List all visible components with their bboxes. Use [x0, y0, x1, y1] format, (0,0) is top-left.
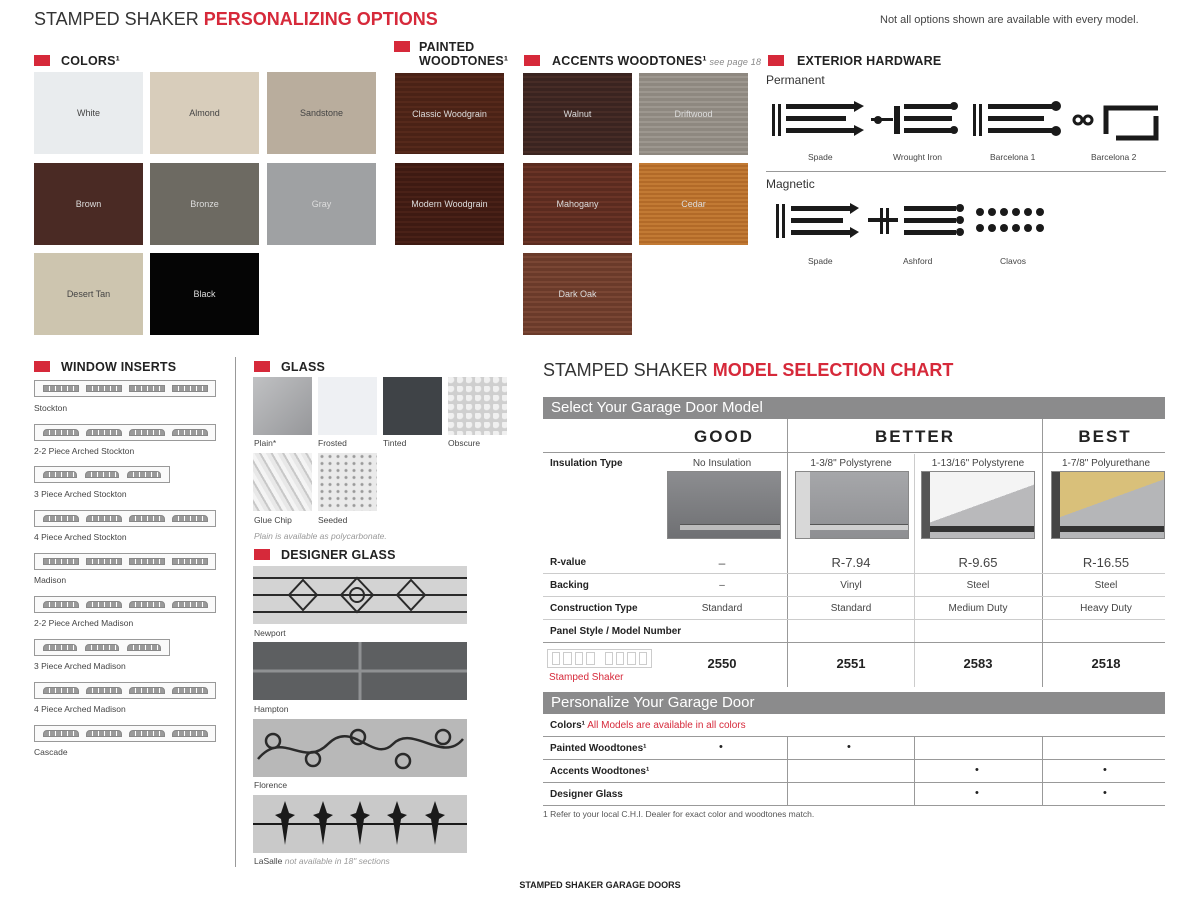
column-divider: [235, 357, 236, 867]
color-swatch-brown: [34, 163, 143, 245]
window-insert-cascade: [34, 725, 216, 742]
hardware-permanent-icons: [766, 94, 1166, 146]
window-insert-2-2-arched-stockton: [34, 424, 216, 441]
model-number-2583: 2583: [963, 656, 993, 671]
availability-note: Not all options shown are available with every model.: [880, 14, 1139, 26]
window-label: Madison: [34, 575, 67, 585]
color-swatch-bronze: [150, 163, 259, 245]
accent-swatch-mahogany: [523, 163, 632, 245]
panel-style-graphic: [547, 649, 652, 668]
glass-swatch-glue-chip: [253, 453, 312, 511]
glass-label-seeded: Seeded: [318, 515, 348, 525]
window-insert-stockton: [34, 380, 216, 397]
wrought-iron-hinge-icon: [871, 102, 958, 134]
row-label-colors: [550, 720, 746, 731]
window-label: 3 Piece Arched Madison: [34, 661, 126, 671]
hardware-label-barcelona-1: Barcelona 1: [990, 152, 1036, 162]
tier-good: GOOD: [694, 427, 754, 446]
insulation-2551: 1-3/8" Polystyrene: [810, 458, 892, 469]
window-insert-madison: [34, 553, 216, 570]
magnetic-label-ashford: Ashford: [903, 256, 933, 266]
rvalue-2551: R-7.94: [831, 555, 871, 570]
windows-heading: WINDOW INSERTS: [61, 360, 177, 374]
window-label: 4 Piece Arched Stockton: [34, 532, 127, 542]
accents-heading-text: ACCENTS WOODTONES¹: [552, 54, 707, 68]
designer-glass-hampton: [253, 642, 467, 700]
swatch-label: Driftwood: [674, 109, 713, 119]
chart-title: [543, 360, 953, 381]
designer-label-lasalle: [254, 856, 390, 866]
chart-title-plain: STAMPED SHAKER: [543, 360, 713, 380]
hardware-magnetic-icons: [766, 198, 1066, 248]
designer-glass-florence: [253, 719, 467, 777]
accent-swatch-walnut: [523, 73, 632, 155]
model-number-2551: 2551: [836, 656, 866, 671]
spade-magnetic-hinge-icon: [776, 203, 859, 238]
select-model-band: Select Your Garage Door Model: [543, 397, 1165, 419]
windows-marker: [34, 361, 50, 372]
window-label: Stockton: [34, 403, 68, 413]
accent-swatch-driftwood: [639, 73, 748, 155]
door-section-2550: [667, 471, 781, 539]
backing-2550: –: [719, 580, 725, 591]
glass-swatch-plain: [253, 377, 312, 435]
glass-label-plain: Plain*: [254, 438, 277, 448]
glass-label-tinted: Tinted: [383, 438, 407, 448]
hardware-marker: [768, 55, 784, 66]
tier-underline: [543, 452, 1165, 453]
window-insert-3-arched-stockton: [34, 466, 170, 483]
row-divider: [543, 736, 1165, 737]
row-label-panel: Panel Style / Model Number: [550, 626, 682, 637]
window-insert-4-arched-madison: [34, 682, 216, 699]
accents-heading: [552, 54, 761, 68]
painted-marker: [394, 41, 410, 52]
swatch-label: Desert Tan: [66, 289, 111, 299]
row-label-rvalue: R-value: [550, 557, 587, 568]
door-section-2518: [1051, 471, 1165, 539]
color-swatch-black: [150, 253, 259, 335]
personalize-divider-1: [787, 737, 788, 806]
construction-2518: Heavy Duty: [1080, 603, 1132, 614]
personalize-divider-3: [1042, 737, 1043, 806]
lasalle-name: LaSalle: [254, 856, 283, 866]
chart-footnote: 1 Refer to your local C.H.I. Dealer for exact color and woodtones match.: [543, 809, 815, 819]
swatch-label: Mahogany: [556, 199, 599, 209]
row-divider: [543, 782, 1165, 783]
page-title: [34, 9, 438, 30]
construction-2550: Standard: [701, 603, 743, 614]
painted-heading-line1: PAINTED: [419, 40, 475, 54]
designer-2583-dot: •: [975, 787, 979, 799]
magnetic-label-clavos: Clavos: [1000, 256, 1026, 266]
swatch-label: White: [76, 108, 100, 118]
backing-2583: Steel: [966, 580, 990, 591]
row-label-painted: Painted Woodtones¹: [550, 743, 647, 754]
row-divider: [543, 759, 1165, 760]
construction-2583: Medium Duty: [948, 603, 1008, 614]
personalize-divider-2: [914, 737, 915, 806]
swatch-label: Black: [193, 289, 216, 299]
window-label: Cascade: [34, 747, 68, 757]
barcelona-2-hinge-icon: [1074, 108, 1158, 138]
row-divider: [543, 619, 1165, 620]
designer-label-hampton: Hampton: [254, 704, 289, 714]
swatch-label: Walnut: [563, 109, 592, 119]
personalize-band: Personalize Your Garage Door: [543, 692, 1165, 714]
swatch-label: Gray: [311, 199, 332, 209]
row-divider: [543, 573, 1165, 574]
row-label-backing: Backing: [550, 580, 589, 591]
window-label: 2-2 Piece Arched Madison: [34, 618, 134, 628]
swatch-label: Sandstone: [299, 108, 344, 118]
colors-row-note: All Models are available in all colors: [585, 720, 746, 731]
clavos-icon: [976, 208, 1044, 232]
tier-divider-2: [1042, 419, 1043, 687]
accents-2518-dot: •: [1103, 764, 1107, 776]
glass-label-obscure: Obscure: [448, 438, 481, 448]
rvalue-2518: R-16.55: [1082, 555, 1130, 570]
colors-heading: COLORS¹: [61, 54, 121, 68]
glass-label-glue-chip: Glue Chip: [254, 515, 292, 525]
row-label-insulation: Insulation Type: [550, 458, 623, 469]
backing-2551: Vinyl: [840, 580, 862, 591]
window-insert-3-arched-madison: [34, 639, 170, 656]
window-label: 4 Piece Arched Madison: [34, 704, 126, 714]
swatch-label: Dark Oak: [558, 289, 597, 299]
color-swatch-almond: [150, 72, 259, 154]
woodtone-swatch-modern: [395, 163, 504, 245]
swatch-label: Classic Woodgrain: [412, 108, 487, 119]
glass-swatch-frosted: [318, 377, 377, 435]
row-divider: [543, 805, 1165, 806]
hardware-heading: EXTERIOR HARDWARE: [797, 54, 942, 68]
glass-heading: GLASS: [281, 360, 326, 374]
color-swatch-sandstone: [267, 72, 376, 154]
row-divider: [543, 596, 1165, 597]
chart-title-red: MODEL SELECTION CHART: [712, 360, 954, 380]
swatch-label: Almond: [189, 108, 220, 118]
glass-swatch-obscure: [448, 377, 507, 435]
spade-hinge-icon: [772, 101, 864, 136]
painted-heading: [419, 40, 508, 68]
designer-marker: [254, 549, 270, 560]
panel-style-name: Stamped Shaker: [549, 672, 624, 683]
swatch-label: Cedar: [681, 199, 706, 209]
insulation-2518: 1-7/8" Polyurethane: [1061, 458, 1151, 469]
color-swatch-white: [34, 72, 143, 154]
row-label-accents: Accents Woodtones¹: [550, 766, 650, 777]
page-footer: STAMPED SHAKER GARAGE DOORS: [519, 880, 681, 890]
door-section-2551: [795, 471, 909, 539]
designer-glass-lasalle: [253, 795, 467, 853]
permanent-label: Permanent: [766, 73, 825, 87]
hardware-label-wrought-iron: Wrought Iron: [893, 152, 942, 162]
construction-2551: Standard: [830, 603, 872, 614]
accents-heading-note: see page 18: [706, 57, 762, 67]
tier-better: BETTER: [875, 427, 955, 446]
color-swatch-desert-tan: [34, 253, 143, 335]
accent-swatch-dark-oak: [523, 253, 632, 335]
hardware-divider: [766, 171, 1166, 172]
glass-swatch-seeded: [318, 453, 377, 511]
designer-heading: DESIGNER GLASS: [281, 548, 396, 562]
hardware-label-barcelona-2: Barcelona 2: [1091, 152, 1137, 162]
title-red: PERSONALIZING OPTIONS: [203, 9, 438, 29]
swatch-label: Bronze: [190, 199, 219, 209]
magnetic-label: Magnetic: [766, 177, 815, 191]
designer-2518-dot: •: [1103, 787, 1107, 799]
ashford-magnetic-hinge-icon: [868, 204, 964, 236]
accent-swatch-cedar: [639, 163, 748, 245]
barcelona-1-hinge-icon: [973, 101, 1061, 136]
window-label: 2-2 Piece Arched Stockton: [34, 446, 135, 456]
accents-2583-dot: •: [975, 764, 979, 776]
hardware-label-spade: Spade: [808, 152, 833, 162]
swatch-label: Brown: [75, 199, 102, 209]
row-label-construction: Construction Type: [550, 603, 638, 614]
designer-label-newport: Newport: [254, 628, 286, 638]
tier-best: BEST: [1078, 427, 1132, 446]
painted-2551-dot: •: [847, 741, 851, 753]
glass-marker: [254, 361, 270, 372]
window-insert-2-2-arched-madison: [34, 596, 216, 613]
model-number-2518: 2518: [1091, 656, 1121, 671]
lasalle-note: not available in 18" sections: [282, 856, 390, 866]
accents-marker: [524, 55, 540, 66]
window-label: 3 Piece Arched Stockton: [34, 489, 127, 499]
designer-glass-newport: [253, 566, 467, 624]
colors-marker: [34, 55, 50, 66]
rvalue-2583: R-9.65: [958, 555, 998, 570]
glass-label-frosted: Frosted: [318, 438, 347, 448]
door-section-2583: [921, 471, 1035, 539]
color-swatch-gray: [267, 163, 376, 245]
magnetic-label-spade: Spade: [808, 256, 833, 266]
painted-heading-line2: WOODTONES¹: [419, 54, 509, 68]
row-label-designer: Designer Glass: [550, 789, 623, 800]
model-number-2550: 2550: [707, 656, 737, 671]
colors-row-label: Colors¹: [550, 720, 585, 731]
row-divider: [543, 642, 1165, 643]
woodtone-swatch-classic: [395, 73, 504, 154]
backing-2518: Steel: [1094, 580, 1118, 591]
designer-label-florence: Florence: [254, 780, 288, 790]
painted-2550-dot: •: [719, 741, 723, 753]
tier-divider-1: [787, 419, 788, 687]
insulation-2583: 1-13/16" Polystyrene: [931, 458, 1025, 469]
insulation-2550: No Insulation: [692, 458, 752, 469]
better-inner-divider: [914, 454, 915, 687]
swatch-label: Modern Woodgrain: [411, 199, 488, 209]
glass-note: Plain is available as polycarbonate.: [254, 531, 387, 541]
window-insert-4-arched-stockton: [34, 510, 216, 527]
title-plain: STAMPED SHAKER: [34, 9, 204, 29]
glass-swatch-tinted: [383, 377, 442, 435]
rvalue-2550: –: [718, 556, 726, 570]
